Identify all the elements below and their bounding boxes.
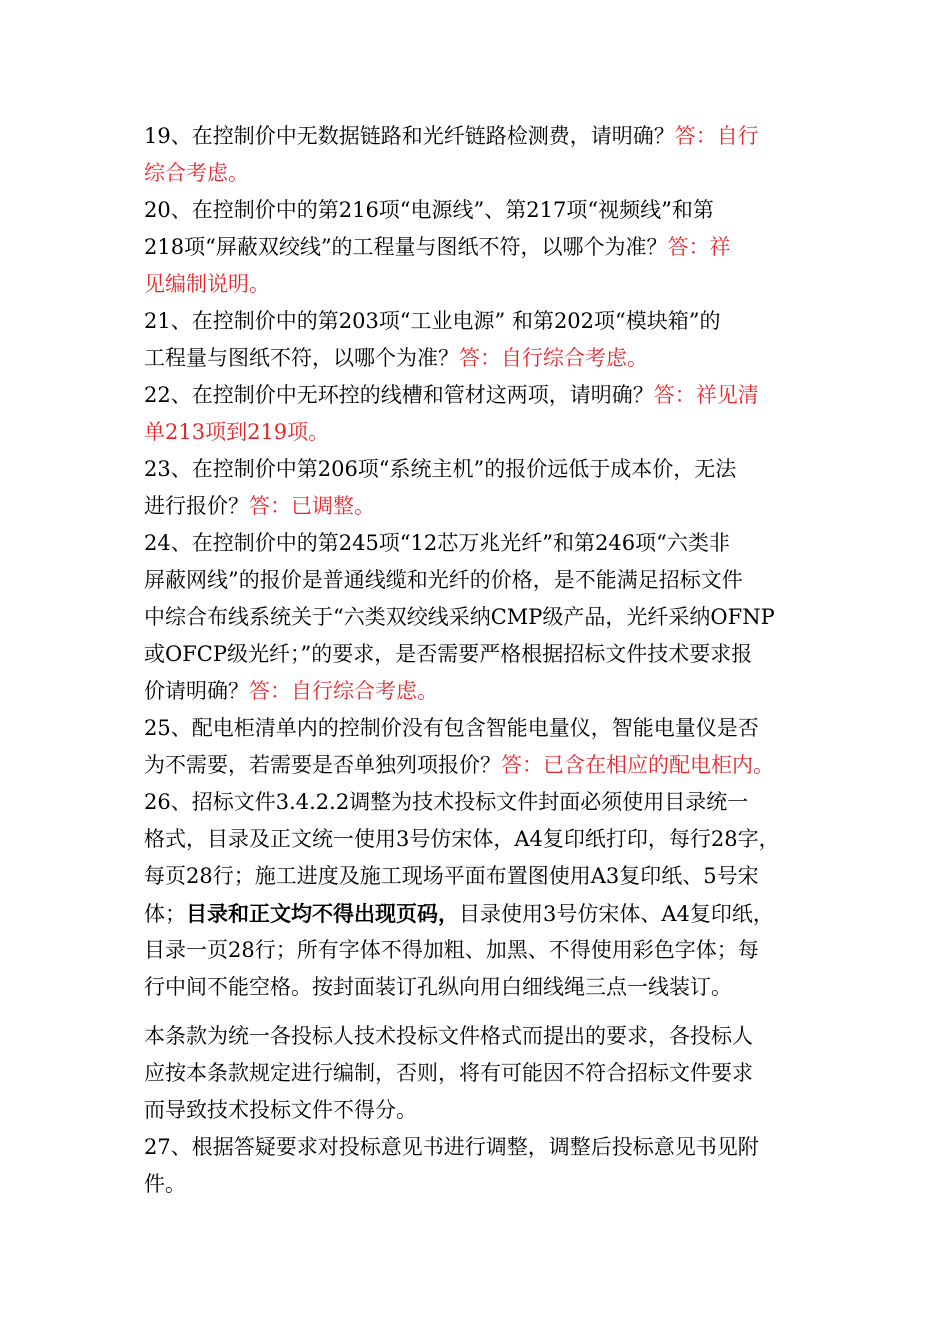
question-text: 为不需要，若需要是否单独列项报价？ <box>144 753 501 777</box>
question-text: 中综合布线系统关于“六类双绞线采纳CMP级产品，光纤采纳OFNP <box>144 605 775 629</box>
document-body <box>144 118 808 1203</box>
qa-item-25 <box>144 710 808 784</box>
text-line <box>144 451 808 488</box>
answer-text: 答：自行综合考虑。 <box>459 346 648 370</box>
question-text: 进行报价？ <box>144 494 249 518</box>
text-line <box>144 784 808 821</box>
question-text: 屏蔽网线”的报价是普通线缆和光纤的价格，是不能满足招标文件 <box>144 568 743 592</box>
text-line <box>144 414 808 451</box>
question-text: 体； <box>144 902 186 926</box>
note-paragraph <box>144 1018 808 1129</box>
question-text: 目录一页28行；所有字体不得加粗、加黑、不得使用彩色字体；每 <box>144 938 759 962</box>
question-text: 每页28行；施工进度及施工现场平面布置图使用A3复印纸、5号宋 <box>144 864 759 888</box>
text-line <box>144 229 808 266</box>
answer-text: 见编制说明。 <box>144 272 270 296</box>
text-line <box>144 673 808 710</box>
question-text: 格式，目录及正文统一使用3号仿宋体，A4复印纸打印，每行28字， <box>144 827 780 851</box>
answer-text: 答：已含在相应的配电柜内。 <box>501 753 774 777</box>
qa-item-22 <box>144 377 808 451</box>
text-line <box>144 1055 808 1092</box>
qa-item-21 <box>144 303 808 377</box>
qa-item-27 <box>144 1129 808 1203</box>
question-text: 218项“屏蔽双绞线”的工程量与图纸不符，以哪个为准？ <box>144 235 668 259</box>
text-line <box>144 266 808 303</box>
question-text: 25、配电柜清单内的控制价没有包含智能电量仪，智能电量仪是否 <box>144 716 759 740</box>
answer-text: 答：已调整。 <box>249 494 375 518</box>
question-text: 22、在控制价中无环控的线槽和管材这两项，请明确？ <box>144 383 654 407</box>
answer-text: 答：自行 <box>674 124 759 148</box>
question-text: 行中间不能空格。按封面装订孔纵向用白细线绳三点一线装订。 <box>144 975 732 999</box>
answer-text: 答：自行综合考虑。 <box>249 679 438 703</box>
text-line <box>144 1129 808 1166</box>
paragraph-text: 而导致技术投标文件不得分。 <box>144 1098 417 1122</box>
question-text: 工程量与图纸不符，以哪个为准？ <box>144 346 459 370</box>
bold-requirement-text: 目录和正文均不得出现页码， <box>186 901 459 926</box>
question-text: 件。 <box>144 1172 186 1196</box>
answer-text: 综合考虑。 <box>144 161 249 185</box>
text-line <box>144 562 808 599</box>
qa-item-20 <box>144 192 808 303</box>
qa-item-26 <box>144 784 808 1006</box>
qa-item-23 <box>144 451 808 525</box>
text-line <box>144 858 808 895</box>
answer-text: 答：祥见清 <box>653 383 759 407</box>
text-line <box>144 599 808 636</box>
qa-item-24 <box>144 525 808 710</box>
question-text: 23、在控制价中第206项“系统主机”的报价远低于成本价，无法 <box>144 457 737 481</box>
text-line <box>144 710 808 747</box>
text-line <box>144 969 808 1006</box>
text-line <box>144 377 808 414</box>
paragraph-text: 本条款为统一各投标人技术投标文件格式而提出的要求，各投标人 <box>144 1024 753 1048</box>
text-line <box>144 1092 808 1129</box>
text-line <box>144 821 808 858</box>
text-line <box>144 636 808 673</box>
text-line <box>144 895 808 932</box>
text-line <box>144 118 808 155</box>
text-line <box>144 747 808 784</box>
text-line <box>144 488 808 525</box>
question-text: 或OFCP级光纤；”的要求，是否需要严格根据招标文件技术要求报 <box>144 642 753 666</box>
question-text: 价请明确？ <box>144 679 249 703</box>
text-line <box>144 525 808 562</box>
text-line <box>144 932 808 969</box>
text-line <box>144 303 808 340</box>
answer-text: 答：祥 <box>667 235 731 259</box>
answer-text: 单213项到219项。 <box>144 420 330 444</box>
question-text: 26、招标文件3.4.2.2调整为技术投标文件封面必须使用目录统一 <box>144 790 749 814</box>
text-line <box>144 192 808 229</box>
question-text: 目录使用3号仿宋体、A4复印纸， <box>459 902 774 926</box>
qa-item-19 <box>144 118 808 192</box>
text-line <box>144 1166 808 1203</box>
question-text: 21、在控制价中的第203项“工业电源” 和第202项“模块箱”的 <box>144 309 721 333</box>
paragraph-text: 应按本条款规定进行编制，否则，将有可能因不符合招标文件要求 <box>144 1061 753 1085</box>
question-text: 19、在控制价中无数据链路和光纤链路检测费，请明确？ <box>144 124 675 148</box>
text-line <box>144 340 808 377</box>
question-text: 27、根据答疑要求对投标意见书进行调整，调整后投标意见书见附 <box>144 1135 759 1159</box>
text-line <box>144 1018 808 1055</box>
question-text: 24、在控制价中的第245项“12芯万兆光纤”和第246项“六类非 <box>144 531 730 555</box>
question-text: 20、在控制价中的第216项“电源线”、第217项“视频线”和第 <box>144 198 714 222</box>
text-line <box>144 155 808 192</box>
